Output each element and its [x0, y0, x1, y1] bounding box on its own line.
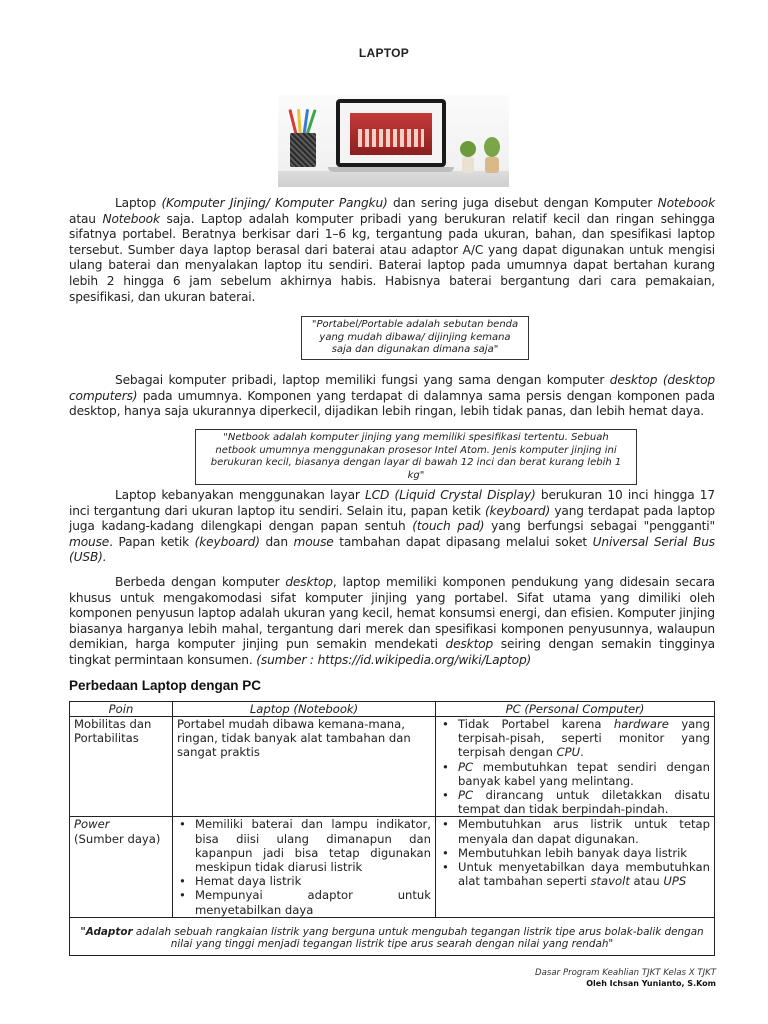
cell-pc-power [436, 817, 715, 917]
laptop-photo [278, 95, 509, 187]
list-item: • PC dirancang untuk diletakkan disatu tempat dan tidak berpindah-pindah. [440, 788, 710, 816]
list-item: • Membutuhkan arus listrik untuk tetap menyala dan dapat digunakan. [440, 817, 710, 845]
header-laptop: Laptop (Notebook) [173, 702, 436, 717]
list-item: • Memiliki baterai dan lampu indikator, bisa diisi ulang dimanapun dan kapanpun jadi bisa tetap digunakan meskipun tidak diarusi listrik [177, 817, 431, 874]
plant-right [484, 137, 500, 157]
list-item: • Membutuhkan lebih banyak daya listrik [440, 846, 710, 860]
desk-surface [278, 171, 509, 187]
paragraph-function: Sebagai komputer pribadi, laptop memiliki fungsi yang sama dengan komputer desktop (desktop computers) pada umumnya. Komponen yang terdapat di dalamnya sama persis dengan komponen pada desktop, hanya saja ukurannya diperkecil, dijadikan lebih ringan, lebih tidak panas, dan lebih hemat daya. [69, 373, 715, 419]
pot-left [462, 157, 474, 173]
paragraph-components: Berbeda dengan komputer desktop, laptop memiliki komponen pendukung yang didesain secara khusus untuk mengakomodasi sifat komputer jinjing yang portabel. Sifat utama yang dimiliki oleh komponen penyusun laptop adalah ukuran yang kecil, hemat konsumsi energi, dan efisien. Komputer jinjing biasanya harganya lebih mahal, tergantung dari merek dan spesifikasi komponen penyusunnya, walaupun demikian, harga komputer jinjing pun semakin mendekati desktop seiring dengan semakin tingginya tingkat permintaan konsumen. (sumber : https://id.wikipedia.org/wiki/Laptop) [69, 575, 715, 667]
list-item: • Mempunyai adaptor untuk menyetabilkan daya [177, 888, 431, 916]
footer-course: Dasar Program Keahlian TJKT Kelas X TJKT [535, 968, 716, 978]
paragraph-intro: Laptop (Komputer Jinjing/ Komputer Pangku) dan sering juga disebut dengan Komputer Notebook atau Notebook saja. Laptop adalah komputer pribadi yang berukuran relatif kecil dan ringan sehingga sifatnya portabel. Beratnya berkisar dari 1–6 kg, tergantung pada ukuran, bahan, dan spesifikasi laptop tersebut. Sumber daya laptop berasal dari baterai atau adaptor A/C yang dapat digunakan untuk mengisi ulang baterai dan menyalakan laptop itu sendiri. Baterai laptop pada umumnya dapat bertahan kurang lebih 2 hingga 6 jam sebelum akhirnya habis. Habisnya baterai bergantung dari cara pemakaian, spesifikasi, dan ukuran baterai. [69, 196, 715, 304]
list-item: • Untuk menyetabilkan daya membutuhkan alat tambahan seperti stavolt atau UPS [440, 860, 710, 888]
pot-right [485, 157, 499, 173]
comparison-table [69, 701, 715, 956]
cell-laptop-power [173, 817, 436, 917]
cell-laptop-mobility: Portabel mudah dibawa kemana-mana, ringan, tidak banyak alat tambahan dan sangat praktis [173, 717, 436, 817]
table-note-row [70, 917, 715, 955]
quote-portable: "Portabel/Portable adalah sebutan benda yang mudah dibawa/ dijinjing kemana saja dan digunakan dimana saja" [301, 316, 529, 360]
pencil-cup [290, 133, 316, 167]
paragraph-screen: Laptop kebanyakan menggunakan layar LCD (Liquid Crystal Display) berukuran 10 inci hingga 17 inci tergantung dari ukuran laptop itu sendiri. Selain itu, papan ketik (keyboard) yang terdapat pada laptop juga kadang-kadang dilengkapi dengan papan sentuh (touch pad) yang berfungsi sebagai "pengganti" mouse. Papan ketik (keyboard) dan mouse tambahan dapat dipasang melalui soket Universal Serial Bus (USB). [69, 488, 716, 565]
table-row-mobility [70, 717, 715, 817]
table-row-power [70, 817, 715, 917]
cell-poin-power: Power (Sumber daya) [70, 817, 173, 917]
laptop-screen [336, 99, 446, 167]
cell-pc-mobility [436, 717, 715, 817]
list-item: • Tidak Portabel karena hardware yang terpisah-pisah, seperti monitor yang terpisah dengan CPU. [440, 717, 710, 760]
section-heading: Perbedaan Laptop dengan PC [69, 678, 262, 693]
list-item: • PC membutuhkan tepat sendiri dengan banyak kabel yang melintang. [440, 760, 710, 788]
header-pc: PC (Personal Computer) [436, 702, 715, 717]
page-title: LAPTOP [358, 46, 410, 60]
adaptor-note: "Adaptor adalah sebuah rangkaian listrik yang berguna untuk mengubah tegangan listrik tipe arus bolak-balik dengan nilai yang tinggi menjadi tegangan listrik tipe arus searah dengan nilai yang rendah" [70, 917, 715, 955]
list-item: • Hemat daya listrik [177, 874, 431, 888]
footer-author: Oleh Ichsan Yunianto, S.Kom [586, 979, 716, 988]
quote-netbook: "Netbook adalah komputer jinjing yang memiliki spesifikasi tertentu. Sebuah netbook umumnya menggunakan prosesor Intel Atom. Jenis komputer jinjing ini berukuran kecil, biasanya dengan layar di bawah 12 inci dan berat kurang lebih 1 kg" [195, 429, 637, 485]
table-header-row [70, 702, 715, 717]
header-poin: Poin [70, 702, 173, 717]
plant-left [460, 141, 476, 157]
laptop-base [328, 167, 454, 172]
cell-poin-mobility: Mobilitas dan Portabilitas [70, 717, 173, 817]
